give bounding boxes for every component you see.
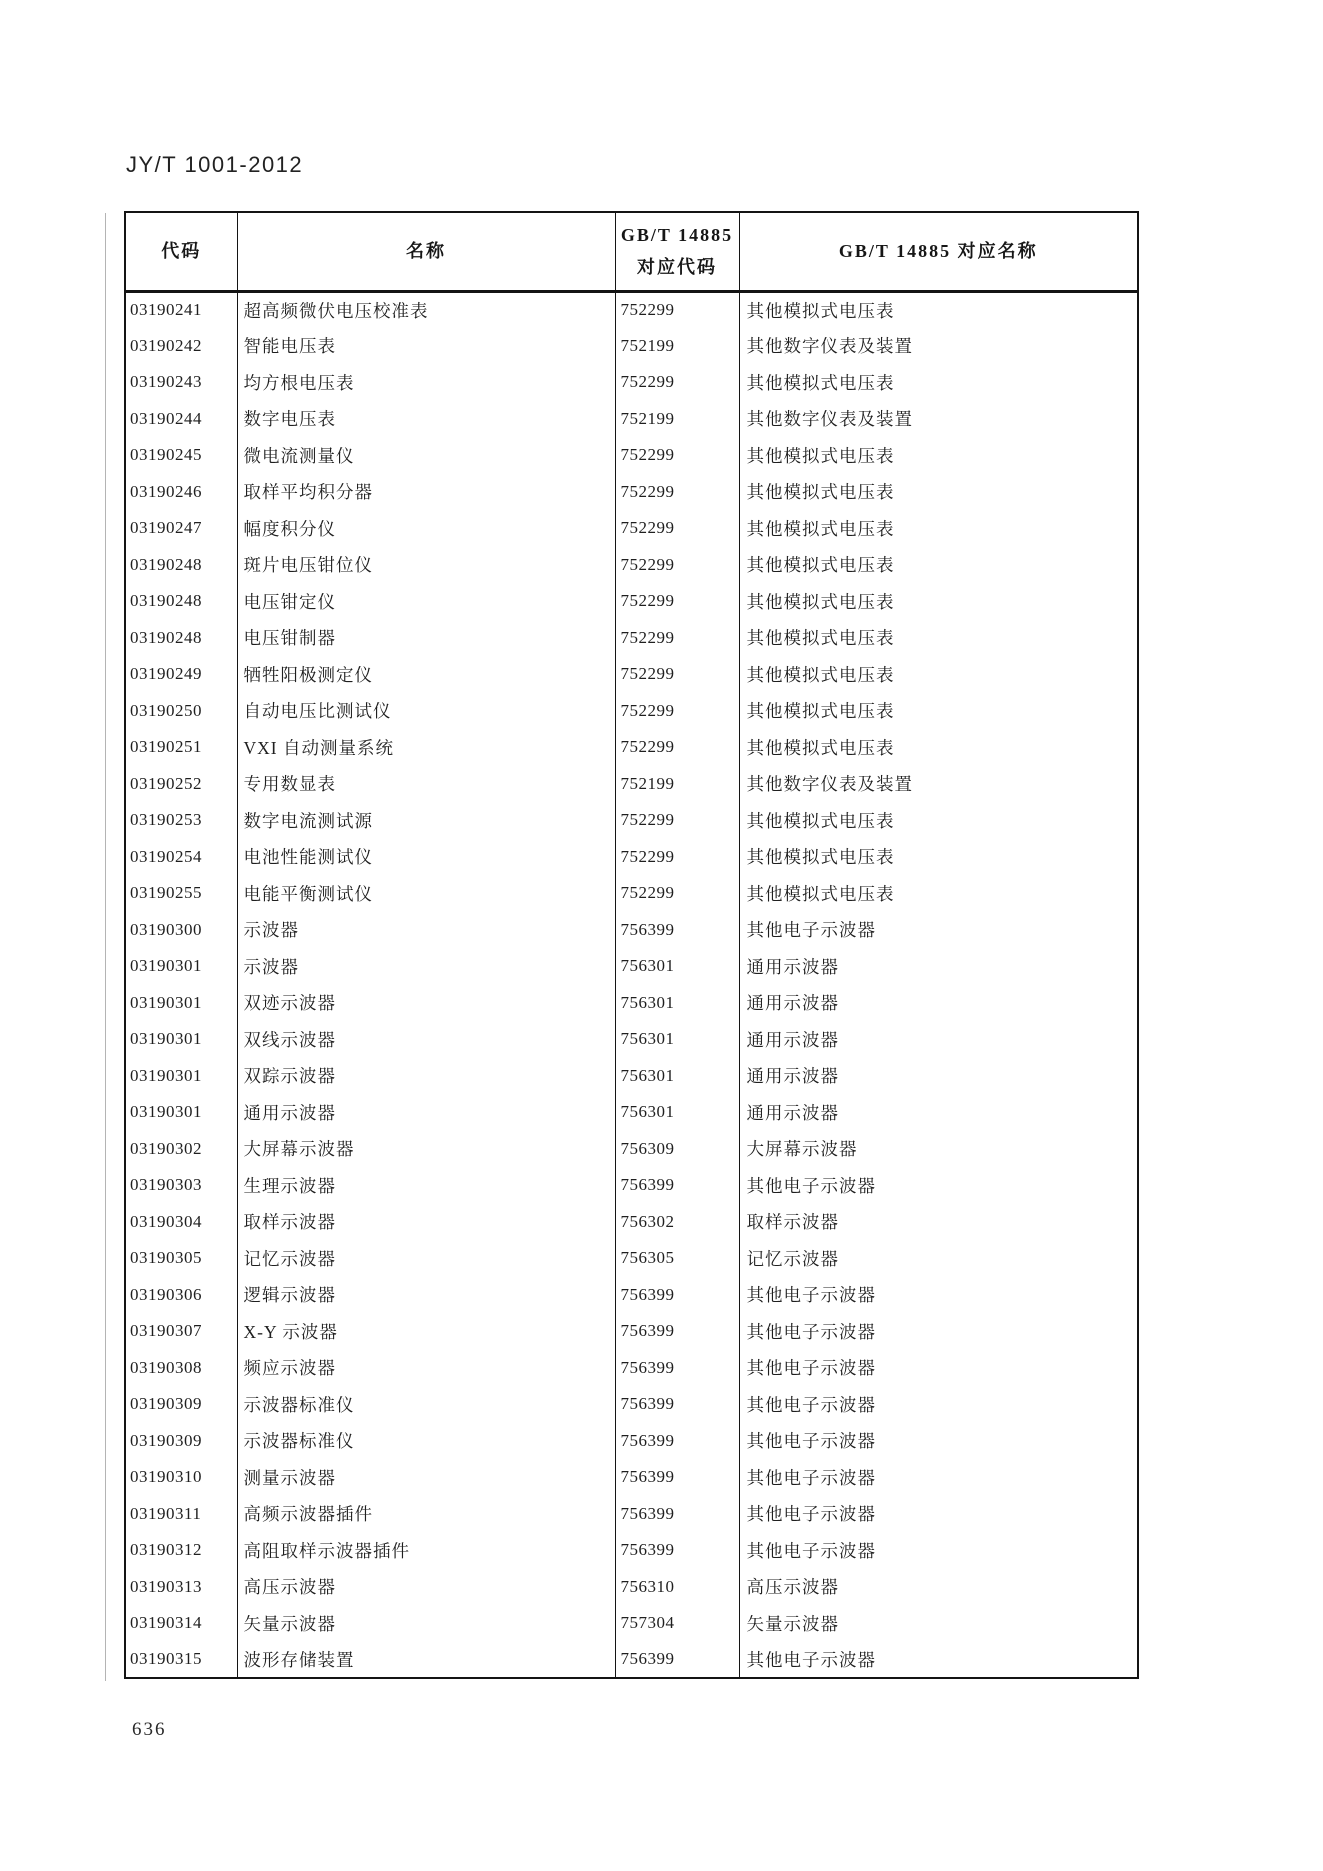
header-gb-code-line2: 对应代码 (637, 257, 717, 278)
table-row (125, 1131, 1138, 1168)
gb-code-cell: 756399 (615, 1277, 739, 1314)
code-cell: 03190306 (125, 1277, 237, 1314)
gb-name-cell: 其他电子示波器 (739, 1167, 1138, 1204)
name-cell: 示波器标准仪 (237, 1423, 615, 1460)
name-cell: 大屏幕示波器 (237, 1131, 615, 1168)
gb-name-cell: 其他电子示波器 (739, 1313, 1138, 1350)
gb-code-cell: 757304 (615, 1605, 739, 1642)
table-row (125, 1386, 1138, 1423)
name-cell: 记忆示波器 (237, 1240, 615, 1277)
code-cell: 03190309 (125, 1386, 237, 1423)
name-cell: 智能电压表 (237, 328, 615, 365)
header-gb-name: GB/T 14885 对应名称 (739, 212, 1138, 291)
page-number: 636 (132, 1719, 167, 1740)
gb-code-cell: 756301 (615, 1094, 739, 1131)
name-cell: 幅度积分仪 (237, 510, 615, 547)
table-row (125, 401, 1138, 438)
code-cell: 03190310 (125, 1459, 237, 1496)
name-cell: 测量示波器 (237, 1459, 615, 1496)
gb-name-cell: 矢量示波器 (739, 1605, 1138, 1642)
code-cell: 03190301 (125, 1058, 237, 1095)
code-cell: 03190311 (125, 1496, 237, 1533)
name-cell: 生理示波器 (237, 1167, 615, 1204)
code-cell: 03190301 (125, 1094, 237, 1131)
gb-name-cell: 其他电子示波器 (739, 1459, 1138, 1496)
gb-code-cell: 752299 (615, 437, 739, 474)
table-row (125, 948, 1138, 985)
gb-name-cell: 其他模拟式电压表 (739, 510, 1138, 547)
gb-name-cell: 其他数字仪表及装置 (739, 401, 1138, 438)
code-cell: 03190242 (125, 328, 237, 365)
gb-code-cell: 752299 (615, 729, 739, 766)
name-cell: 通用示波器 (237, 1094, 615, 1131)
gb-code-cell: 756301 (615, 985, 739, 1022)
table-row (125, 1167, 1138, 1204)
name-cell: 取样平均积分器 (237, 474, 615, 511)
gb-code-cell: 756399 (615, 1459, 739, 1496)
gb-code-cell: 752299 (615, 693, 739, 730)
table-row (125, 1496, 1138, 1533)
gb-name-cell: 其他模拟式电压表 (739, 474, 1138, 511)
code-cell: 03190255 (125, 875, 237, 912)
code-cell: 03190308 (125, 1350, 237, 1387)
gb-code-cell: 752199 (615, 328, 739, 365)
table-row (125, 1021, 1138, 1058)
table-row (125, 693, 1138, 730)
gb-code-cell: 752299 (615, 364, 739, 401)
gb-name-cell: 其他模拟式电压表 (739, 620, 1138, 657)
code-cell: 03190246 (125, 474, 237, 511)
code-cell: 03190303 (125, 1167, 237, 1204)
gb-name-cell: 通用示波器 (739, 1058, 1138, 1095)
gb-code-cell: 752299 (615, 875, 739, 912)
gb-code-cell: 756305 (615, 1240, 739, 1277)
code-cell: 03190301 (125, 948, 237, 985)
gb-code-cell: 756399 (615, 1386, 739, 1423)
name-cell: 高频示波器插件 (237, 1496, 615, 1533)
code-cell: 03190305 (125, 1240, 237, 1277)
gb-code-cell: 752299 (615, 474, 739, 511)
gb-code-cell: 756302 (615, 1204, 739, 1241)
gb-name-cell: 其他模拟式电压表 (739, 547, 1138, 584)
gb-name-cell: 其他模拟式电压表 (739, 364, 1138, 401)
code-cell: 03190252 (125, 766, 237, 803)
table-row (125, 656, 1138, 693)
gb-code-cell: 756310 (615, 1569, 739, 1606)
table-body (125, 291, 1138, 1678)
name-cell: 电压钳制器 (237, 620, 615, 657)
table-row (125, 802, 1138, 839)
gb-name-cell: 通用示波器 (739, 948, 1138, 985)
gb-name-cell: 其他电子示波器 (739, 1532, 1138, 1569)
header-gb-code (615, 212, 739, 291)
gb-code-cell: 756399 (615, 1642, 739, 1679)
gb-code-cell: 752299 (615, 620, 739, 657)
table-row (125, 583, 1138, 620)
name-cell: 自动电压比测试仪 (237, 693, 615, 730)
gb-code-cell: 756399 (615, 912, 739, 949)
table-row (125, 1350, 1138, 1387)
name-cell: 微电流测量仪 (237, 437, 615, 474)
gb-code-cell: 752299 (615, 291, 739, 328)
table-row (125, 1423, 1138, 1460)
table-row (125, 1569, 1138, 1606)
name-cell: 示波器 (237, 912, 615, 949)
gb-name-cell: 其他电子示波器 (739, 1423, 1138, 1460)
code-correspondence-table (124, 211, 1139, 1679)
code-cell: 03190247 (125, 510, 237, 547)
table-row (125, 547, 1138, 584)
code-cell: 03190315 (125, 1642, 237, 1679)
gb-code-cell: 756301 (615, 948, 739, 985)
table-row (125, 1240, 1138, 1277)
gb-code-cell: 752299 (615, 802, 739, 839)
name-cell: 波形存储装置 (237, 1642, 615, 1679)
gb-name-cell: 其他电子示波器 (739, 1277, 1138, 1314)
gb-name-cell: 其他模拟式电压表 (739, 729, 1138, 766)
gb-code-cell: 756301 (615, 1058, 739, 1095)
name-cell: 电池性能测试仪 (237, 839, 615, 876)
code-cell: 03190248 (125, 547, 237, 584)
table-row (125, 1605, 1138, 1642)
table-row (125, 364, 1138, 401)
code-cell: 03190301 (125, 1021, 237, 1058)
table-header-row (125, 212, 1138, 291)
table-row (125, 875, 1138, 912)
name-cell: 均方根电压表 (237, 364, 615, 401)
gb-name-cell: 其他模拟式电压表 (739, 291, 1138, 328)
name-cell: X-Y 示波器 (237, 1313, 615, 1350)
table-row (125, 328, 1138, 365)
gb-name-cell: 其他模拟式电压表 (739, 693, 1138, 730)
table-row (125, 1094, 1138, 1131)
gb-name-cell: 其他电子示波器 (739, 1642, 1138, 1679)
code-cell: 03190245 (125, 437, 237, 474)
table-row (125, 1058, 1138, 1095)
gb-name-cell: 其他模拟式电压表 (739, 802, 1138, 839)
gb-code-cell: 756399 (615, 1423, 739, 1460)
code-cell: 03190301 (125, 985, 237, 1022)
table-row (125, 1459, 1138, 1496)
table-row (125, 474, 1138, 511)
name-cell: 矢量示波器 (237, 1605, 615, 1642)
gb-code-cell: 756301 (615, 1021, 739, 1058)
code-cell: 03190249 (125, 656, 237, 693)
code-cell: 03190241 (125, 291, 237, 328)
gb-code-cell: 752299 (615, 547, 739, 584)
gb-name-cell: 通用示波器 (739, 1094, 1138, 1131)
table-row (125, 912, 1138, 949)
gb-name-cell: 其他电子示波器 (739, 1496, 1138, 1533)
name-cell: 牺牲阳极测定仪 (237, 656, 615, 693)
name-cell: 双线示波器 (237, 1021, 615, 1058)
gb-code-cell: 756309 (615, 1131, 739, 1168)
code-cell: 03190307 (125, 1313, 237, 1350)
gb-name-cell: 其他电子示波器 (739, 912, 1138, 949)
header-gb-code-line1: GB/T 14885 (620, 225, 734, 246)
code-cell: 03190250 (125, 693, 237, 730)
code-cell: 03190251 (125, 729, 237, 766)
gb-name-cell: 其他模拟式电压表 (739, 656, 1138, 693)
table-row (125, 510, 1138, 547)
table-row (125, 1532, 1138, 1569)
gb-name-cell: 记忆示波器 (739, 1240, 1138, 1277)
code-cell: 03190312 (125, 1532, 237, 1569)
header-code: 代码 (125, 212, 237, 291)
gb-name-cell: 通用示波器 (739, 1021, 1138, 1058)
scan-artifact-line (105, 213, 106, 1681)
table-row (125, 1313, 1138, 1350)
name-cell: 取样示波器 (237, 1204, 615, 1241)
gb-name-cell: 其他模拟式电压表 (739, 875, 1138, 912)
name-cell: 双迹示波器 (237, 985, 615, 1022)
table-row (125, 437, 1138, 474)
name-cell: 高压示波器 (237, 1569, 615, 1606)
code-cell: 03190302 (125, 1131, 237, 1168)
gb-name-cell: 其他模拟式电压表 (739, 583, 1138, 620)
name-cell: 频应示波器 (237, 1350, 615, 1387)
name-cell: VXI 自动测量系统 (237, 729, 615, 766)
gb-code-cell: 756399 (615, 1532, 739, 1569)
code-cell: 03190248 (125, 620, 237, 657)
name-cell: 超高频微伏电压校准表 (237, 291, 615, 328)
code-cell: 03190254 (125, 839, 237, 876)
name-cell: 斑片电压钳位仪 (237, 547, 615, 584)
gb-name-cell: 大屏幕示波器 (739, 1131, 1138, 1168)
table-row (125, 766, 1138, 803)
gb-name-cell: 其他数字仪表及装置 (739, 328, 1138, 365)
gb-code-cell: 752299 (615, 656, 739, 693)
gb-name-cell: 其他电子示波器 (739, 1350, 1138, 1387)
gb-name-cell: 其他模拟式电压表 (739, 839, 1138, 876)
gb-name-cell: 其他模拟式电压表 (739, 437, 1138, 474)
gb-name-cell: 通用示波器 (739, 985, 1138, 1022)
header-name: 名称 (237, 212, 615, 291)
table-header (125, 212, 1138, 291)
code-cell: 03190244 (125, 401, 237, 438)
name-cell: 示波器标准仪 (237, 1386, 615, 1423)
gb-code-cell: 756399 (615, 1350, 739, 1387)
gb-code-cell: 752299 (615, 583, 739, 620)
name-cell: 数字电压表 (237, 401, 615, 438)
table-row (125, 1642, 1138, 1679)
gb-code-cell: 756399 (615, 1167, 739, 1204)
table-row (125, 620, 1138, 657)
table-row (125, 729, 1138, 766)
name-cell: 高阻取样示波器插件 (237, 1532, 615, 1569)
code-cell: 03190304 (125, 1204, 237, 1241)
name-cell: 数字电流测试源 (237, 802, 615, 839)
code-cell: 03190243 (125, 364, 237, 401)
name-cell: 电压钳定仪 (237, 583, 615, 620)
code-cell: 03190253 (125, 802, 237, 839)
gb-code-cell: 756399 (615, 1496, 739, 1533)
table-row (125, 291, 1138, 328)
gb-name-cell: 其他电子示波器 (739, 1386, 1138, 1423)
table-row (125, 1277, 1138, 1314)
code-cell: 03190314 (125, 1605, 237, 1642)
name-cell: 双踪示波器 (237, 1058, 615, 1095)
gb-name-cell: 其他数字仪表及装置 (739, 766, 1138, 803)
gb-code-cell: 752299 (615, 510, 739, 547)
table-row (125, 1204, 1138, 1241)
name-cell: 示波器 (237, 948, 615, 985)
code-cell: 03190300 (125, 912, 237, 949)
code-cell: 03190313 (125, 1569, 237, 1606)
gb-code-cell: 756399 (615, 1313, 739, 1350)
name-cell: 电能平衡测试仪 (237, 875, 615, 912)
code-cell: 03190248 (125, 583, 237, 620)
gb-code-cell: 752199 (615, 766, 739, 803)
name-cell: 逻辑示波器 (237, 1277, 615, 1314)
gb-name-cell: 高压示波器 (739, 1569, 1138, 1606)
gb-code-cell: 752299 (615, 839, 739, 876)
gb-name-cell: 取样示波器 (739, 1204, 1138, 1241)
gb-code-cell: 752199 (615, 401, 739, 438)
table-row (125, 985, 1138, 1022)
standard-number-title: JY/T 1001-2012 (126, 152, 304, 177)
name-cell: 专用数显表 (237, 766, 615, 803)
table-row (125, 839, 1138, 876)
code-cell: 03190309 (125, 1423, 237, 1460)
